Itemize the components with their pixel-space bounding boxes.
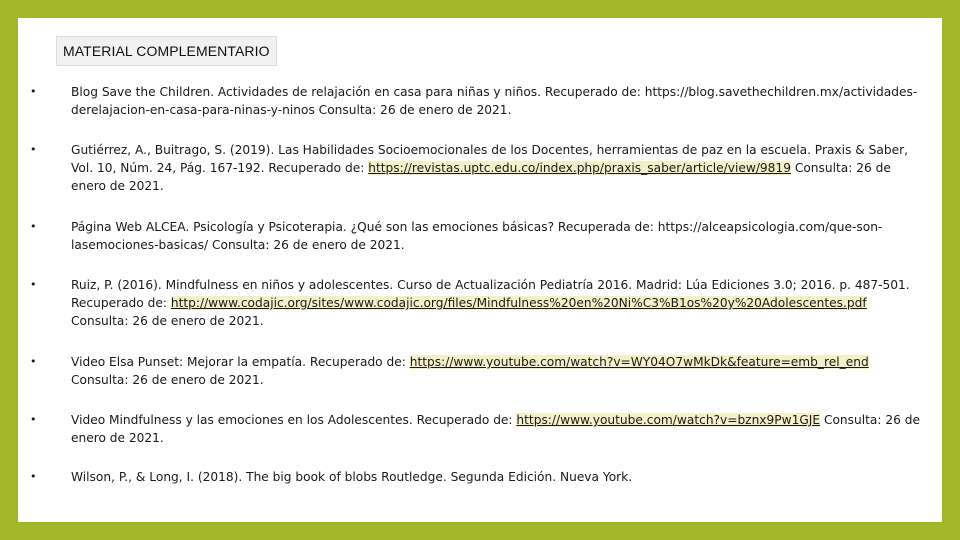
bullet: • (30, 413, 37, 426)
reference-consulta: Consulta: 26 de enero de 2021. (71, 161, 891, 193)
bullet: • (30, 85, 37, 98)
reference-text (71, 276, 921, 330)
reference-consulta: Consulta: 26 de enero de 2021. (71, 314, 264, 328)
reference-text (71, 218, 921, 254)
bullet: • (30, 470, 37, 483)
reference-consulta: Consulta: 26 de enero de 2021. (71, 373, 264, 387)
reference-link[interactable]: https://revistas.uptc.edu.co/index.php/praxis_saber/article/view/9819 (368, 161, 791, 175)
reference-list (18, 18, 942, 522)
reference-link[interactable]: https://www.youtube.com/watch?v=WY04O7wMkDk&feature=emb_rel_end (409, 355, 869, 369)
bullet: • (30, 278, 37, 291)
slide-frame (18, 18, 942, 522)
bullet: • (30, 143, 37, 156)
reference-body: Video Elsa Punset: Mejorar la empatía. Recuperado de: (71, 355, 410, 369)
reference-body: Gutiérrez, A., Buitrago, S. (2019). Las Habilidades Socioemocionales de los Docentes, herramientas de paz en la escuela. Praxis & Saber, Vol. 10, Núm. 24, Pág. 167-192. Recuperado de: (71, 143, 908, 175)
bullet: • (30, 220, 37, 233)
reference-consulta: Consulta: 26 de enero de 2021. (71, 413, 920, 445)
reference-text (71, 411, 921, 447)
bullet: • (30, 355, 37, 368)
reference-body: Video Mindfulness y las emociones en los Adolescentes. Recuperado de: (71, 413, 517, 427)
reference-text (71, 353, 921, 389)
reference-link[interactable]: https://www.youtube.com/watch?v=bznx9Pw1GJE (516, 413, 821, 427)
reference-text (71, 141, 921, 195)
reference-body: Ruiz, P. (2016). Mindfulness en niños y adolescentes. Curso de Actualización Pediatría 2016. Madrid: Lúa Ediciones 3.0; 2016. p. 487-501. Recuperado de: (71, 278, 910, 310)
reference-text (71, 83, 921, 119)
reference-text (71, 468, 921, 486)
section-title: MATERIAL COMPLEMENTARIO (56, 36, 277, 66)
reference-body: Blog Save the Children. Actividades de relajación en casa para niñas y niños. Recuperado de: https://blog.savethechildren.mx/actividades-derelajacion-en-casa-para-ninas-y-ninos Consulta: 26 de enero de 2021. (71, 85, 918, 117)
reference-body: Página Web ALCEA. Psicología y Psicoterapia. ¿Qué son las emociones básicas? Recuperada de: https://alceapsicologia.com/que-son-lasemociones-basicas/ Consulta: 26 de enero de 2021. (71, 220, 883, 252)
reference-body: Wilson, P., & Long, I. (2018). The big book of blobs Routledge. Segunda Edición. Nueva York. (71, 470, 633, 484)
reference-link[interactable]: http://www.codajic.org/sites/www.codajic.org/files/Mindfulness%20en%20Ni%C3%B1os%20y%20Adolescentes.pdf (170, 296, 867, 310)
